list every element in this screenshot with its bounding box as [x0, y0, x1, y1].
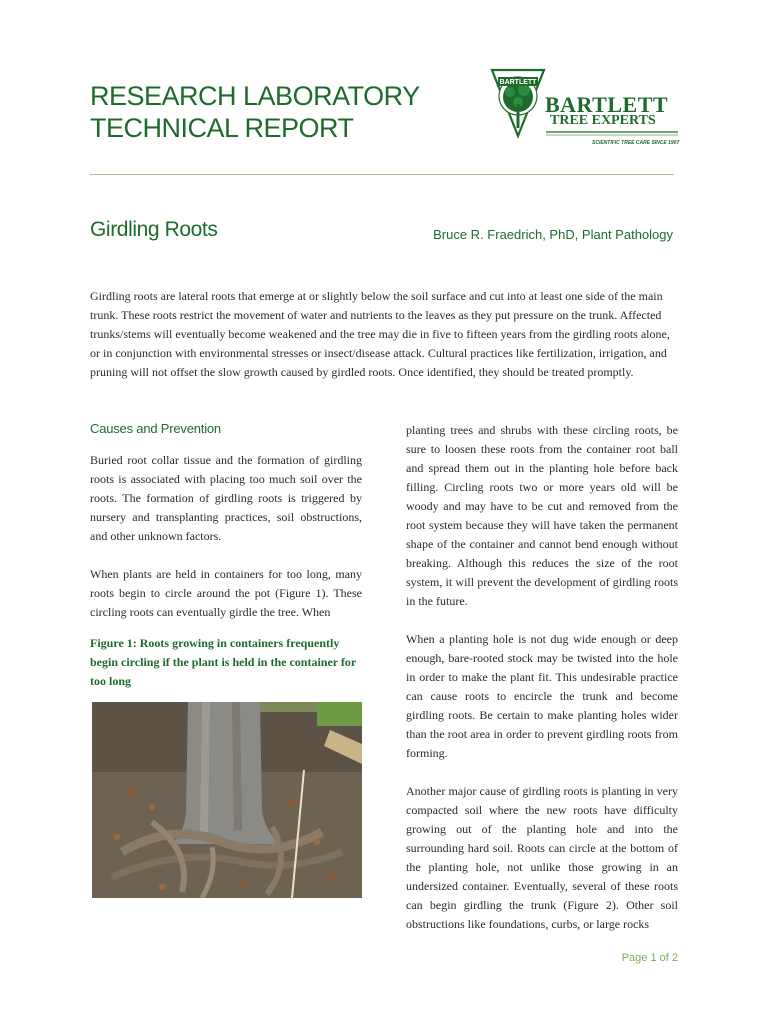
- figure-1-caption: Figure 1: Roots growing in containers frequently begin circling if the plant is held in the container for too long: [90, 636, 357, 688]
- right-column: [406, 421, 678, 953]
- left-column: [90, 421, 362, 697]
- figure-1-photo: [92, 702, 362, 898]
- report-title-line-1: RESEARCH LABORATORY: [90, 81, 420, 111]
- intro-paragraph: Girdling roots are lateral roots that emerge at or slightly below the soil surface and cut into at least one side of the main trunk. These roots restrict the movement of water and nutrients to the leaves as they put pressure on the trunk. Affected trunks/stems will eventually become weakened and the tree may die in five to fifteen years from the girdling roots alone, or in conjunction with environmental stresses or insect/disease attack. Cultural practices like fertilization, irrigation, and pruning will not offset the slow growth caused by girdled roots. Once identified, they should be treated promptly.: [90, 289, 670, 379]
- logo-badge-text: BARTLETT: [499, 79, 537, 87]
- page-number: Page 1 of 2: [621, 952, 678, 964]
- logo-tagline: SCIENTIFIC TREE CARE SINCE 1907: [592, 140, 680, 146]
- report-title-line-2: TECHNICAL REPORT: [90, 113, 354, 143]
- section-heading-causes: Causes and Prevention: [90, 421, 221, 436]
- left-paragraph-1: Buried root collar tissue and the formation of girdling roots is associated with placing too much soil over the roots. The formation of girdling roots is triggered by nursery and transplanting practices, soil obstructions, and other unknown factors.: [90, 453, 362, 543]
- report-title: [90, 80, 420, 144]
- right-paragraph-3: Another major cause of girdling roots is planting in very compacted soil where the new roots have difficulty growing out of the planting hole and into the surrounding hard soil. Roots can circle at the bottom of the planting hole, not unlike those growing in an undersized container. Eventually, several of these roots can begin girdling the trunk (Figure 2). Other soil obstructions like foundations, curbs, or large rocks: [406, 784, 678, 931]
- document-title: Girdling Roots: [90, 218, 218, 241]
- author-byline: Bruce R. Fraedrich, PhD, Plant Pathology: [433, 227, 673, 242]
- logo-subtitle: TREE EXPERTS: [550, 113, 656, 128]
- header-divider: [90, 174, 674, 175]
- logo-name: BARTLETT: [545, 92, 669, 117]
- left-paragraph-2: When plants are held in containers for too long, many roots begin to circle around the pot (Figure 1). These circling roots can eventually girdle the tree. When: [90, 567, 362, 619]
- right-paragraph-1: planting trees and shrubs with these circling roots, be sure to loosen these roots from the container root ball and spread them out in the planting hole before back filling. Circling roots two or more years old will be woody and may have to be cut and removed from the root system because they will have taken the permanent shape of the container and cannot bend enough without breaking. Although this reduces the size of the root system, it will prevent the development of girdling roots in the future.: [406, 423, 678, 608]
- bartlett-logo: [488, 66, 682, 156]
- right-paragraph-2: When a planting hole is not dug wide enough or deep enough, bare-rooted stock may be twisted into the hole in order to make the plant fit. This undesirable practice can cause roots to encircle the trunk and become girdling roots. Be certain to make planting holes wider than the root area in order to prevent girdling roots from forming.: [406, 632, 678, 760]
